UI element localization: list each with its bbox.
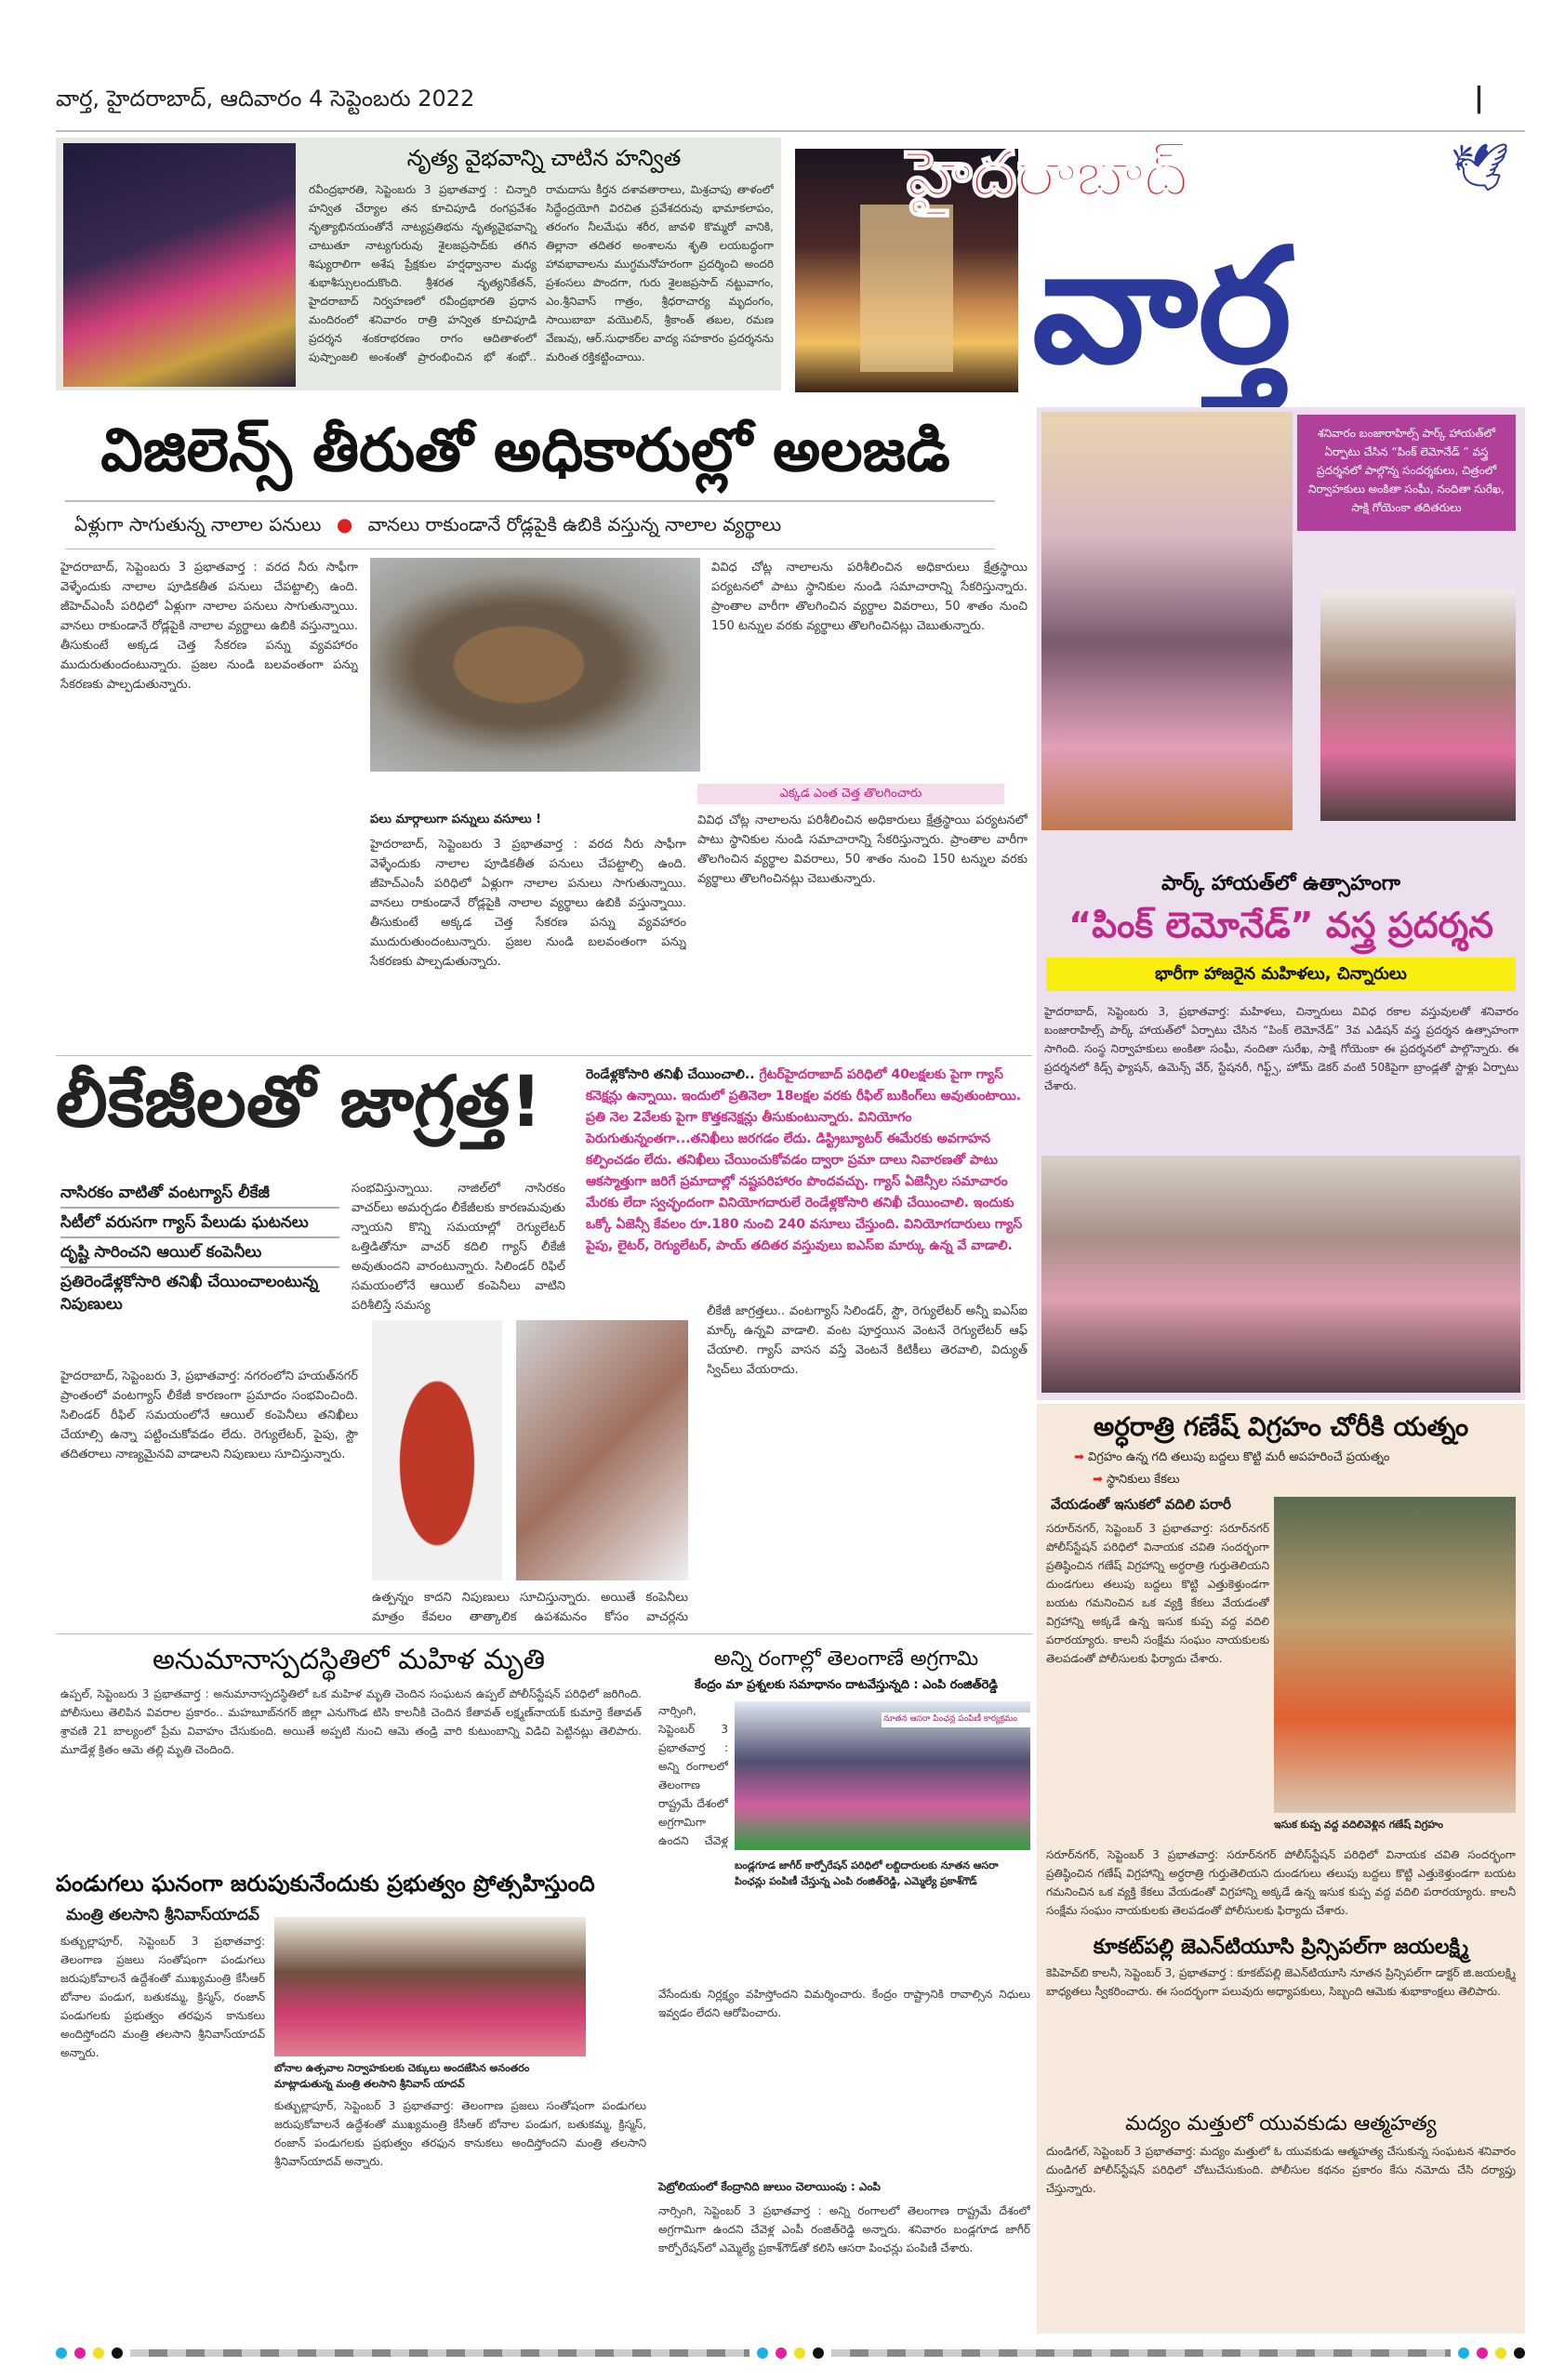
suicide-body: దుండిగల్, సెప్టెంబర్ 3 ప్రభాతవార్త: మద్యం మత్తులో ఓ యువకుడు ఆత్మహత్య చేసుకున్న సంఘటన శనివారం దుండిగల్ పోలీస్‌స్టేషన్ పరిధిలో చోటుచేసుకుంది. పోలీసుల కథనం ప్రకారం కేసు నమోదు చేసి దర్యాప్తు చేస్తున్నారు. [1046, 2145, 1516, 2195]
ganesh-idol-photo [1274, 1497, 1516, 1813]
subhead-1: ఏళ్లుగా సాగుతున్న నాలాల పనులు [74, 513, 322, 536]
arrow-icon: ➡ [1074, 1450, 1084, 1464]
ganesh-body: సరూర్‌నగర్, సెప్టెంబర్ 3 ప్రభాతవార్త: సరూర్‌నగర్ పోలీస్‌స్టేషన్ పరిధిలో వినాయక చవితి సందర్భంగా ప్రతిష్ఠించిన గణేష్ విగ్రహాన్ని అర్ధరాత్రి గుర్తుతెలియని దుండగులు తలుపు బద్దలు కొట్టి ఎత్తుకెళ్తుండగా బయట గమనించిన ఒక వ్యక్తి కేకలు వేయడంతో విగ్రహాన్ని అక్కడే ఉన్న ఇసుక కుప్ప వద్ద వదిలి పరారయ్యారు. కాలనీ సంక్షేమ సంఘం నాయకులకు తెలపడంతో పోలీసులకు ఫిర్యాదు చేశారు. [1046, 1522, 1269, 1665]
telangana-headline: అన్ని రంగాల్లో తెలంగాణే అగ్రగామి [713, 1647, 979, 1671]
vigilance-box-head: ఎక్కడ ఎంత చెత్త తొలగించారు [697, 784, 1004, 804]
festival-caption: బోనాల ఉత్సవాల నిర్వాహకులకు చెక్కులు అందజేసిన అనంతరం మాట్లాడుతున్న మంత్రి తలసాని శ్రీనివాస్ యాదవ్ [274, 2062, 530, 2090]
telangana-body: నార్సింగి, సెప్టెంబర్ 3 ప్రభాతవార్త : అన్ని రంగాలలో తెలంగాణ రాష్ట్రమే దేశంలో అగ్రగామిగా ఉందని చేవెళ్ల [658, 1704, 728, 1847]
festival-body: కుత్బుల్లాపూర్, సెప్టెంబర్ 3 ప్రభాతవార్త: తెలంగాణ ప్రజలు సంతోషంగా పండుగలు జరుపుకోవాలనే ఉద్దేశంతో ముఖ్యమంత్రి కేసీఆర్ బోనాల పండుగ, బతుకమ్మ, క్రిస్మస్, రంజాన్ పండుగలకు ప్రభుత్వం తరఫున కానుకలు అందిస్తోందని మంత్రి తలసాని శ్రీనివాస్‌యాదవ్ అన్నారు. [60, 1935, 265, 2059]
leakage-body: హైదరాబాద్, సెప్టెంబరు 3, ప్రభాతవార్త: నగరంలోని హయత్‌నగర్ ప్రాంతంలో వంటగ్యాస్ లీకేజీ కారణంగా ప్రమాదం సంభవించింది. సిలిండర్ రీఫిల్ సమయంలోనే ఆయిల్ కంపెనీలు తనిఖీలు చేయాల్సి ఉన్నా పట్టించుకోవడం లేదు. రెగ్యులేటర్, పైపు, స్టౌ తదితరాలు నాణ్యమైనవి వాడాలని నిపుణులు సూచిస్తున్నారు. [60, 1369, 358, 1461]
vigilance-body-col2: హైదరాబాద్, సెప్టెంబరు 3 ప్రభాతవార్త : వరద నీరు సాఫీగా వెళ్ళేందుకు నాలాల పూడికతీత పనులు చేపట్టాల్సి ఉంది. జీహెచ్‌ఎంసీ పరిధిలో ఏళ్లుగా నాలాల పనులు సాగుతున్నాయి. వానలు రాకుండానే రోడ్లపైకి నాలాల వ్యర్థాలు ఉబికి వస్తున్నాయి. తీసుకుంటే అక్కడ చెత్త సేకరణ పన్ను వ్యవహారం ముదురుతుందంటున్నారు. ప్రజల నుండి బలవంతంగా పన్ను సేకరణకు పాల్పడుతున్నారు. [370, 838, 686, 969]
visitors-photo [1041, 412, 1293, 830]
dancers-photo [63, 143, 296, 387]
dateline: వార్త, హైదరాబాద్, ఆదివారం 4 సెప్టెంబరు 2022 [56, 86, 475, 112]
bullet-icon: ● [336, 513, 353, 536]
telangana-caption: బండ్లగూడ జాగీర్ కార్పోరేషన్ పరిధిలో లబ్దిదారులకు నూతన ఆసరా పింఛన్లు పంపిణీ చేస్తున్న ఎంపి రంజిత్‌రెడ్డి, ఎమ్మెల్యే ప్రకాశ్‌గౌడ్ [735, 1859, 999, 1887]
leakage-pink-lead: రెండేళ్లకోసారి తనిఖీ చేయించాలి.. [586, 1067, 755, 1082]
vigilance-tax-head: పలు మార్గాలుగా పన్నులు వసూలు ! [370, 813, 542, 826]
vigilance-body-col3: వివిధ చోట్ల నాలాలను పరిశీలించిన అధికారులు క్షేత్రస్థాయి పర్యటనలో పాటు స్థానికుల నుండి సమాచారాన్ని సేకరిస్తున్నారు. ప్రాంతాల వారీగా తొలగించిన వ్యర్థాల వివరాలు, 50 శాతం నుంచి 150 టన్నుల వరకు వ్యర్థాలు తొలగించినట్లు చెబుతున్నారు. [711, 561, 1028, 633]
leakage-body-bottom: ఉత్పన్నం కాదని నిపుణులు సూచిస్తున్నారు. అయితే కంపెనీలు మాత్రం కేవలం తాత్కాలిక ఉపశమనం కోసం వాచర్లను [372, 1591, 688, 1624]
color-registration-strip [56, 2347, 1525, 2360]
pink-deck: భారీగా హాజరైన మహిళలు, చిన్నారులు [1046, 958, 1516, 991]
leakage-body-right: సంభవిస్తున్నాయి. నాజిల్‌లో నాసిరకం వాచర్‌లు అమర్చడం లీకేజీలకు కారణమవుతు న్నాయని కొన్ని సమయాల్లో రెగ్యులేటర్ ఒత్తిడితోనూ వాచర్ కదిలి గ్యాస్ లీకేజీ అవుతుందని వారంటున్నారు. సిలిండర్ రిఫిల్ సమయంలోనే ఆయిల్ కంపెనీలు వాటిని పరిశీలిస్తే సమస్య [351, 1182, 565, 1313]
masthead-name: వార్త [1032, 215, 1292, 399]
telangana-body3: నార్సింగి, సెప్టెంబర్ 3 ప్రభాతవార్త : అన్ని రంగాలలో తెలంగాణ రాష్ట్రమే దేశంలో అగ్రగామిగా ఉందని చేవెళ్ల ఎంపీ రంజిత్‌రెడ్డి అన్నారు. శనివారం బండ్లగూడ జాగీర్ కార్పోరేషన్‌లో ఎమ్మెల్యే ప్రకాశ్‌గౌడ్‌తో కలిసి ఆసరా పింఛన్లు పంపిణీ చేశారు. [658, 2204, 1030, 2254]
subhead-2: వానలు రాకుండానే రోడ్లపైకి ఉబికి వస్తున్న నాలాల వ్యర్థాలు [367, 513, 782, 536]
beige-panel [1037, 1404, 1525, 2334]
festival-body2: కుత్బుల్లాపూర్, సెప్టెంబర్ 3 ప్రభాతవార్త: తెలంగాణ ప్రజలు సంతోషంగా పండుగలు జరుపుకోవాలనే ఉద్దేశంతో ముఖ్యమంత్రి కేసీఆర్ బోనాల పండుగ, బతుకమ్మ, క్రిస్మస్, రంజాన్ పండుగలకు ప్రభుత్వం తరఫున కానుకలు అందిస్తోందని మంత్రి తలసాని శ్రీనివాస్‌యాదవ్ అన్నారు. [274, 2099, 646, 2168]
pink-headline: “పింక్ లెమోనేడ్” వస్త్ర ప్రదర్శన [1068, 905, 1493, 945]
ganesh-body2: సరూర్‌నగర్, సెప్టెంబర్ 3 ప్రభాతవార్త: సరూర్‌నగర్ పోలీస్‌స్టేషన్ పరిధిలో వినాయక చవితి సందర్భంగా ప్రతిష్ఠించిన గణేష్ విగ్రహాన్ని అర్ధరాత్రి గుర్తుతెలియని దుండగులు తలుపు బద్దలు కొట్టి ఎత్తుకెళ్తుండగా బయట గమనించిన ఒక వ్యక్తి కేకలు వేయడంతో విగ్రహాన్ని అక్కడే ఉన్న ఇసుక కుప్ప వద్ద వదిలి పరారయ్యారు. కాలనీ సంక్షేమ సంఘం నాయకులకు తెలపడంతో పోలీసులకు ఫిర్యాదు చేశారు. [1046, 1848, 1516, 1917]
leakage-tips: లీకేజీ జాగ్రత్తలు.. వంటగ్యాస్ సిలిండర్, స్టౌ, రెగ్యులేటర్ అన్నీ ఐఎస్ఐ మార్క్ ఉన్నవి వాడాలి. వంట పూర్తయిన వెంటనే రెగ్యులేటర్ ఆఫ్ చేయాలి. గ్యాస్ వాసన వస్తే వెంటనే కిటికీలు తెరవాలి, విద్యుత్ స్విచ్‌లు వేయరాదు. [707, 1304, 1028, 1377]
leakage-sub: ప్రతిరెండేళ్లకోసారి తనిఖీ చేయించాలంటున్న నిపుణులు [60, 1273, 319, 1314]
masthead-city: హైదరాబాద్ [907, 138, 1188, 211]
vigilance-body-col1: హైదరాబాద్, సెప్టెంబరు 3 ప్రభాతవార్త : వరద నీరు సాఫీగా వెళ్ళేందుకు నాలాల పూడికతీత పనులు చేపట్టాల్సి ఉంది. జీహెచ్‌ఎంసీ పరిధిలో ఏళ్లుగా నాలాల పనులు సాగుతున్నాయి. వానలు రాకుండానే రోడ్లపైకి నాలాల వ్యర్థాలు ఉబికి వస్తున్నాయి. తీసుకుంటే అక్కడ చెత్త సేకరణ పన్ను వ్యవహారం ముదురుతుందంటున్నారు. ప్రజల నుండి బలవంతంగా పన్ను సేకరణకు పాల్పడుతున్నారు. [60, 561, 358, 692]
pink-kicker: పార్క్ హాయత్‌లో ఉత్సాహంగా [1160, 872, 1401, 895]
leakage-subheads [60, 1179, 339, 1318]
exhibition-photo [1041, 1156, 1520, 1393]
leakage-sub: నాసిరకం వాటితో వంటగ్యాస్ లీకేజీ [60, 1179, 339, 1209]
ganesh-caption: ఇసుక కుప్ప వద్ద వదిలివెళ్లిన గణేష్ విగ్రహం [1274, 1818, 1443, 1831]
page-marker: | [1474, 82, 1484, 114]
arrow-icon: ➡ [1093, 1473, 1103, 1487]
festival-headline: పండుగలు ఘనంగా జరుపుకునేందుకు ప్రభుత్వం ప్రోత్సహిస్తుంది [56, 1871, 595, 1897]
gas-cylinder-photo [372, 1320, 502, 1580]
dance-body: రవీంద్రభారతి, సెప్టెంబరు 3 ప్రభాతవార్త : చిన్నారి హన్విత చేర్యాల తన కూచిపూడి రంగప్రవేశం నృత్యాభినయంతోనే నాట్యప్రతిభను నృత్యవైభవాన్ని చాటుతూ నాట్యగురువు శైలజప్రసాద్‌కు తగిన శిష్యురాలిగా అశేష ప్రేక్షకుల హర్షధ్వానాల మధ్య శుభాశీస్సులందుకొంది. శ్రీశరత నృత్యనికేతన్, హైదరాబాద్ నిర్వహణలో రవీంద్రభారతి ప్రధాన మందిరంలో శనివారం రాత్రి హన్విత కూచిపూడి ప్రదర్శన శంకరాభరణం రాగం ఆదితాళంలో పుష్పాంజలి అంశంతో ప్రారంభించిన భో శంభో.. రామదాసు కీర్తన దశావతారాలు, మిశ్రచాపు తాళంలో సిద్ధేంద్రయోగి విరచిత ప్రవేశదరువు భామాకలాపం, తరంగం నీలమేఘ శరీర, జావళి కొమ్మరో వానికి, తిల్లానా తదితర అంశాలను శృతి లయబద్ధంగా హావభావాలను ముగ్ధమనోహరంగా ప్రదర్శించి అందరి ప్రశంసలు పొందగా, గురు శైలజప్రసాద్ నట్టువాగం, ఎం.శ్రీనివాస్ గాత్రం, శ్రీధరాచార్య మృదంగం, సాయిబాబా వయొలిన్, శ్రీకాంత్ తబల, రమణ వేణువు, ఆర్.సుధాకర్‌ల వాద్య సహకారం ప్రదర్శనను మరింత రక్తికట్టించాయి. [309, 183, 774, 364]
festival-deck: మంత్రి తలసాని శ్రీనివాస్‌యాదవ్ [66, 1906, 259, 1924]
woman-headline: అనుమానాస్పదస్థితిలో మహిళ మృతి [152, 1644, 546, 1676]
telangana-boxhead: పెట్రోలియంలో కేంద్రానిది జులుం చెలాయింపు : ఎంపి [658, 2180, 881, 2193]
leakage-pink-box [586, 1064, 1028, 1297]
leakage-pink-text: గ్రేటర్‌హైదరాబాద్ పరిధిలో 40లక్షలకు పైగా గ్యాస్ కనెక్షన్లు ఉన్నాయి. ఇందులో ప్రతినెలా 18లక్షల వరకు రీఫిల్ బుకింగ్‌లు అవుతుంటాయి. ప్రతి నెల 2వేలకు పైగా కొత్తకనెక్షన్లు తీసుకుంటున్నారు. వినియోగం పెరుగుతున్నంతగా...తనిఖీలు జరగడం లేదు. డిస్ట్రిబ్యూటర్ ఈమేరకు అవగాహన కల్పించడం లేదు. తనిఖీలు చేయించుకోవడం ద్వారా ప్రమా దాలు నివారణతో పాటు ఆకస్మాత్తుగా జరిగే ప్రమాదాల్లో నష్టపరిహారం పొందవచ్చు. గ్యాస్ ఏజెన్సీల సమాచారం మేరకు లేదా స్వచ్ఛందంగా వినియోగదారులే రెండేళ్లకోసారి తనిఖీ చేయించాలి. ఇందుకు ఒక్కో ఏజెన్సీ కేవలం రూ.180 నుంచి 240 వసూలు చేస్తుంది. వినియోగదారులు గ్యాస్ పైపు, లైటర్, రెగ్యులేటర్, పాయ్ తదితర వస్తువులు ఐఎస్ఐ మార్కు ఉన్న వే వాడాలి. [586, 1067, 1023, 1253]
jntu-body: కెపిహెచ్‌బి కాలనీ, సెప్టెంబర్ 3, ప్రభాతవార్త : కూకట్‌పల్లి జెఎన్‌టియూసి నూతన ప్రిన్సిపల్‌గా డాక్టర్ జి.జయలక్ష్మి బాధ్యతలు స్వీకరించారు. ఈ సందర్భంగా పలువురు అధ్యాపకులు, సిబ్బంది ఆమెకు శుభాకాంక్షలు తెలిపారు. [1046, 1966, 1516, 1998]
pink-photo-caption: శనివారం బంజారాహిల్స్ పార్క్ హాయత్‌లో ఏర్పాటు చేసిన “పింక్ లెమోనేడ్ ” వస్త్ర ప్రదర్శనలో పాల్గొన్న సందర్శకులు, చిత్రంలో నిర్వాహకులు అంకితా సంఘీ, నందితా సురేఖ, సాక్షి గోయెంకా తదితరులు [1297, 415, 1516, 531]
telangana-body2: వేసేందుకు నిర్లక్ష్యం వహిస్తోందని విమర్శించారు. కేంద్రం రాష్ట్రానికి రావాల్సిన నిధులు ఇవ్వడం లేదని ఆరోపించారు. [658, 1988, 1030, 2019]
hand-regulator-photo [516, 1320, 688, 1580]
pension-photo [735, 1701, 1030, 1850]
stall-photo [1320, 588, 1516, 821]
telangana-deck: కేంద్రం మా ప్రశ్నలకు సమాధానం దాటవేస్తున్నది : ఎంపి రంజిత్‌రెడ్డి [694, 1678, 998, 1692]
dance-headline: నృత్య వైభవాన్ని చాటిన హన్విత [406, 145, 682, 171]
suicide-headline: మద్యం మత్తులో యువకుడు ఆత్మహత్య [1125, 2112, 1437, 2135]
jntu-headline: కూకట్‌పల్లి జెఎన్‌టియూసి ప్రిన్సిపల్‌గా జయలక్ష్మి [1093, 1936, 1469, 1959]
vigilance-subhead [74, 513, 781, 540]
woman-body: ఉప్పల్, సెప్టెంబరు 3 ప్రభాతవార్త : అనుమానాస్పదస్థితిలో ఒక మహిళ మృతి చెందిన సంఘటన ఉప్పల్ పోలీస్‌స్టేషన్ పరిధిలో జరిగింది. పోలీసులు తెలిపిన వివరాల ప్రకారం.. మహబూబ్‌నగర్ జిల్లా ఎనుగొండ టిసి కాలనీకి చెందిన కేతావత్ లక్ష్మణ్‌నాయక్ కుమార్తె కేతావత్ శ్రావణి 21 బాల్యంలో ప్రేమ వివాహం చేసుకుంది. అయితే అప్పటి నుంచి ఆమె తండ్రి వారి కుటుంబాన్ని విడిచి పెట్టినట్లు తెలిపారు. మూడేళ్ల క్రితం ఆమె తల్లి మృతి చెందింది. [60, 1687, 642, 1756]
ganesh-bullet-2 [1093, 1473, 1180, 1489]
header-rule [56, 130, 1525, 132]
pink-body: హైదరాబాద్, సెప్టెంబరు 3, ప్రభాతవార్త: మహిళలు, చిన్నారులు వివిధ రకాల వస్తువులతో శనివారం బంజారాహిల్స్ పార్క్ హాయత్‌లో ఏర్పాటు చేసిన “పింక్ లెమోనేడ్” 3వ ఎడిషన్ వస్త్ర ప్రదర్శన ఉత్సాహంగా సాగింది. సంస్థ నిర్వాహకులు అంకితా సంఘీ, నందితా సురేఖ, సాక్షి గోయెంకా ఈ ప్రదర్శనలో పాల్గొన్నారు. ఈ ప్రదర్శనలో కిడ్స్ ఫ్యాషన్, ఉమెన్స్ వేర్, స్టేషనరీ, గిఫ్ట్స్, హోమ్ డెకర్ వంటి 50కిపైగా బ్రాండ్లతో స్టాళ్లు ఏర్పాటు చేశారు. [1044, 1005, 1519, 1092]
leakage-sub: దృష్టి సారించని ఆయిల్ కంపెనీలు [60, 1238, 339, 1268]
leakage-sub: సిటీలో వరుసగా గ్యాస్ పేలుడు ఘటనలు [60, 1209, 339, 1238]
vigilance-body-col4: వివిధ చోట్ల నాలాలను పరిశీలించిన అధికారులు క్షేత్రస్థాయి పర్యటనలో పాటు స్థానికుల నుండి సమాచారాన్ని సేకరిస్తున్నారు. ప్రాంతాల వారీగా తొలగించిన వ్యర్థాల వివరాలు, 50 శాతం నుంచి 150 టన్నుల వరకు వ్యర్థాలు తొలగించినట్లు చెబుతున్నారు. [697, 813, 1028, 886]
vigilance-headline: విజిలెన్స్ తీరుతో అధికారుల్లో అలజడి [100, 416, 950, 485]
bullet-text: విగ్రహం ఉన్న గది తలుపు బద్దలు కొట్టి మరీ అపహరించే ప్రయత్నం [1088, 1450, 1390, 1464]
dance-story [56, 138, 781, 390]
pension-banner: నూతన ఆసరా పింఛన్ల పంపిణీ కార్యక్రమం [882, 1712, 1030, 1727]
bird-icon: 🕊 [1451, 140, 1510, 194]
leakage-headline: లీకేజీలతో జాగ్రత్త! [56, 1060, 543, 1143]
drain-lid-photo [370, 558, 700, 772]
pink-lemonade-panel [1037, 407, 1525, 1400]
bullet-text: స్థానికులు కేకలు [1107, 1473, 1180, 1487]
ganesh-headline: అర్ధరాత్రి గణేష్ విగ్రహం చోరీకి యత్నం [1093, 1411, 1469, 1442]
talasani-photo [274, 1917, 586, 2056]
ganesh-bullet-1 [1074, 1450, 1389, 1467]
ganesh-bullet-3: వేయడంతో ఇసుకలో వదిలి పరారీ [1051, 1496, 1231, 1513]
